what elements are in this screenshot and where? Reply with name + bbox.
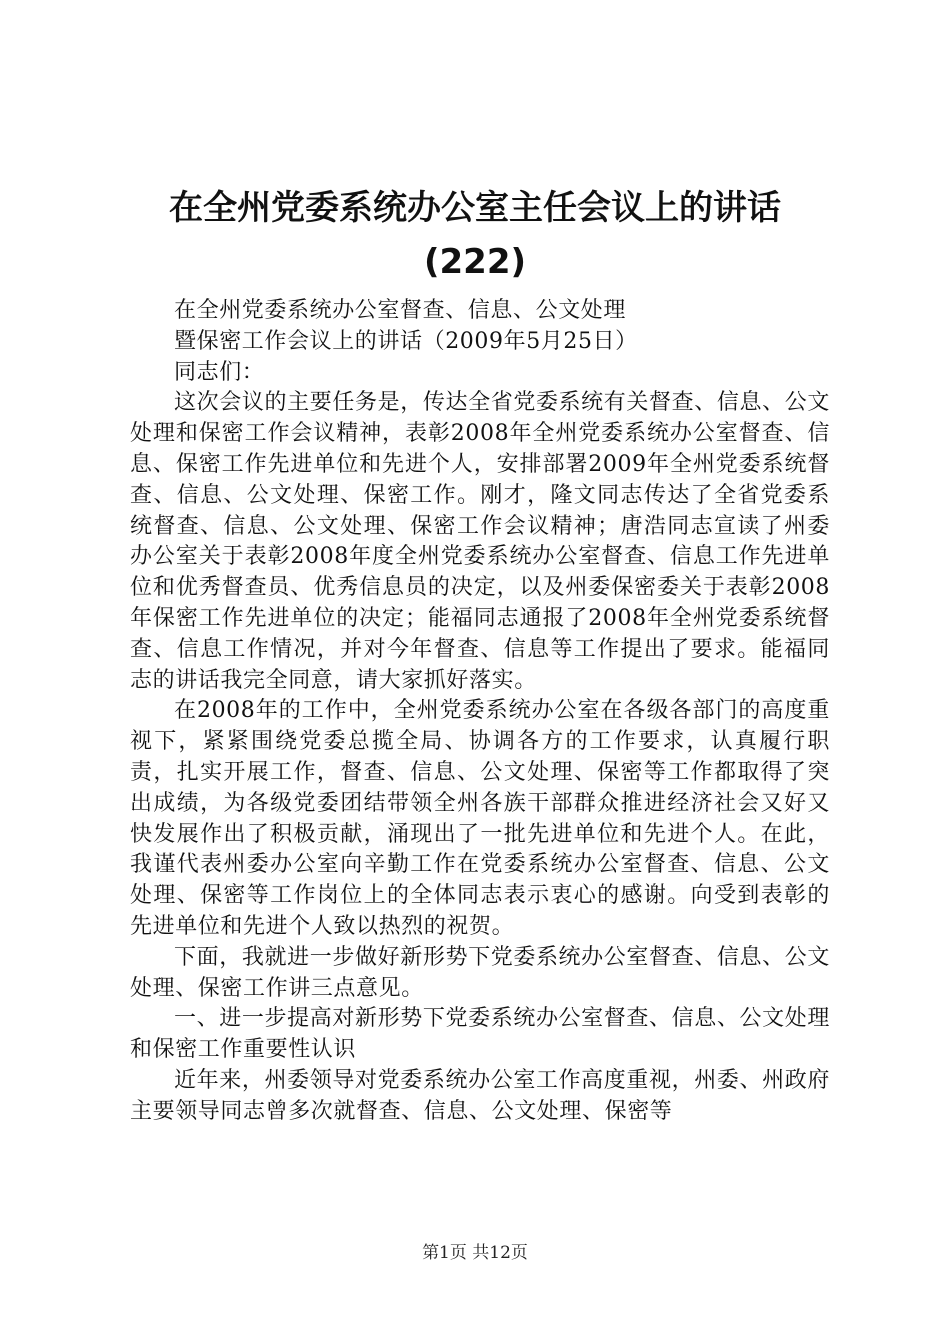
document-body — [130, 296, 830, 1128]
paragraph: 近年来，州委领导对党委系统办公室工作高度重视，州委、州政府主要领导同志曾多次就督查、信息、公文处理、保密等 — [130, 1067, 830, 1124]
page-footer: 第1页 共12页 — [422, 1243, 528, 1263]
document-title-number: (222) — [423, 242, 527, 282]
paragraph-subtitle-2: 暨保密工作会议上的讲话（2009年5月25日） — [174, 328, 638, 354]
section-heading: 一、进一步提高对新形势下党委系统办公室督查、信息、公文处理和保密工作重要性认识 — [130, 1006, 830, 1063]
paragraph: 下面，我就进一步做好新形势下党委系统办公室督查、信息、公文处理、保密工作讲三点意见。 — [130, 944, 830, 1001]
document-title: 在全州党委系统办公室主任会议上的讲话 — [169, 188, 781, 228]
paragraph: 这次会议的主要任务是，传达全省党委系统有关督查、信息、公文处理和保密工作会议精神，表彰2008年全州党委系统办公室督查、信息、保密工作先进单位和先进个人，安排部署2009年全州党委系统督查、信息、公文处理、保密工作。刚才，隆文同志传达了全省党委系统督查、信息、公文处理、保密工作会议精神；唐浩同志宣读了州委办公室关于表彰2008年度全州党委系统办公室督查、信息工作先进单位和优秀督查员、优秀信息员的决定，以及州委保密委关于表彰2008年保密工作先进单位的决定；能福同志通报了2008年全州党委系统督查、信息工作情况，并对今年督查、信息等工作提出了要求。能福同志的讲话我完全同意，请大家抓好落实。 — [130, 390, 830, 693]
paragraph-subtitle-1: 在全州党委系统办公室督查、信息、公文处理 — [174, 298, 627, 323]
paragraph: 在2008年的工作中，全州党委系统办公室在各级各部门的高度重视下，紧紧围绕党委总揽全局、协调各方的工作要求，认真履行职责，扎实开展工作，督查、信息、公文处理、保密等工作都取得了突出成绩，为各级党委团结带领全州各族干部群众推进经济社会又好又快发展作出了积极贡献，涌现出了一批先进单位和先进个人。在此，我谨代表州委办公室向辛勤工作在党委系统办公室督查、信息、公文处理、保密等工作岗位上的全体同志表示衷心的感谢。向受到表彰的先进单位和先进个人致以热烈的祝贺。 — [130, 698, 830, 939]
paragraph-salutation: 同志们： — [174, 359, 265, 385]
